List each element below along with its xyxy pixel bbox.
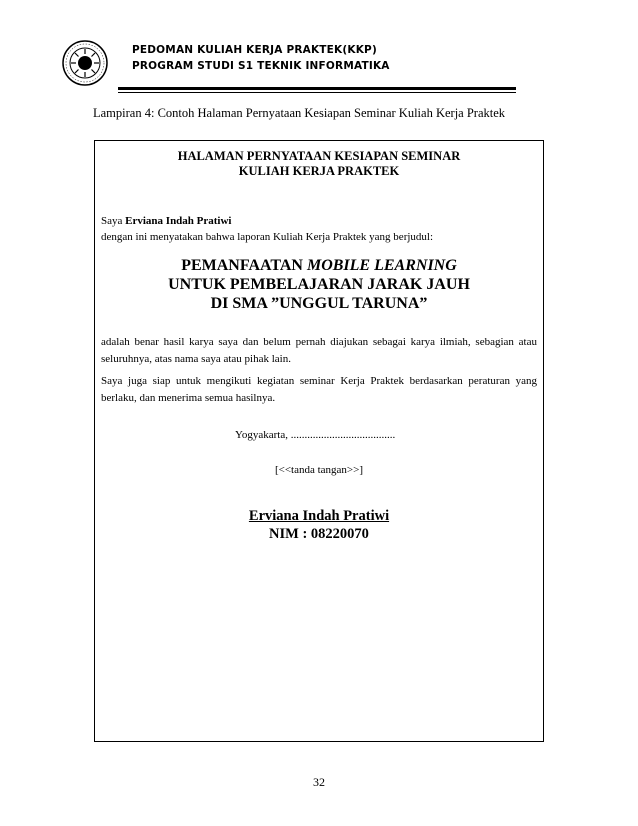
signer-name: Erviana Indah Pratiwi [248,508,390,524]
signature-placeholder: [<<tanda tangan>>] [274,464,364,476]
header-subtitle: PROGRAM STUDI S1 TEKNIK INFORMATIKA [132,60,390,72]
student-statement [101,215,232,227]
declaration-line: dengan ini menyatakan bahwa laporan Kuliah Kerja Praktek yang berjudul: [101,231,434,243]
report-title-pre: PEMANFAATAN [181,257,303,274]
report-title-line1 [95,257,543,275]
statement-form [94,140,544,742]
saya-prefix: Saya [101,215,123,227]
report-title-line2: UNTUK PEMBELAJARAN JARAK JAUH [168,276,470,293]
report-title-italic: MOBILE LEARNING [306,257,457,274]
header-rule-thin [118,92,516,93]
student-name: Erviana Indah Pratiwi [125,215,232,227]
page-number: 32 [313,775,325,789]
appendix-caption: Lampiran 4: Contoh Halaman Pernyataan Kesiapan Seminar Kuliah Kerja Praktek [93,106,506,120]
header-rule [118,87,516,90]
form-title-line2: KULIAH KERJA PRAKTEK [238,164,400,178]
readiness-paragraph: Saya juga siap untuk mengikuti kegiatan seminar Kerja Praktek berdasarkan peraturan yang berlaku, dan menerima semua hasilnya. [101,375,537,404]
header-title: PEDOMAN KULIAH KERJA PRAKTEK(KKP) [132,44,377,56]
form-title-line1: HALAMAN PERNYATAAN KESIAPAN SEMINAR [177,149,461,163]
document-header [62,34,514,89]
originality-paragraph: adalah benar hasil karya saya dan belum pernah diajukan sebagai karya ilmiah, sebagian atau seluruhnya, atas nama saya atau pihak lain. [101,336,537,365]
university-seal-icon [62,40,108,86]
report-title-line3: DI SMA ”UNGGUL TARUNA” [210,295,428,312]
place-date: Yogyakarta, ...................................... [235,429,396,441]
signer-nim: NIM : 08220070 [269,526,369,542]
